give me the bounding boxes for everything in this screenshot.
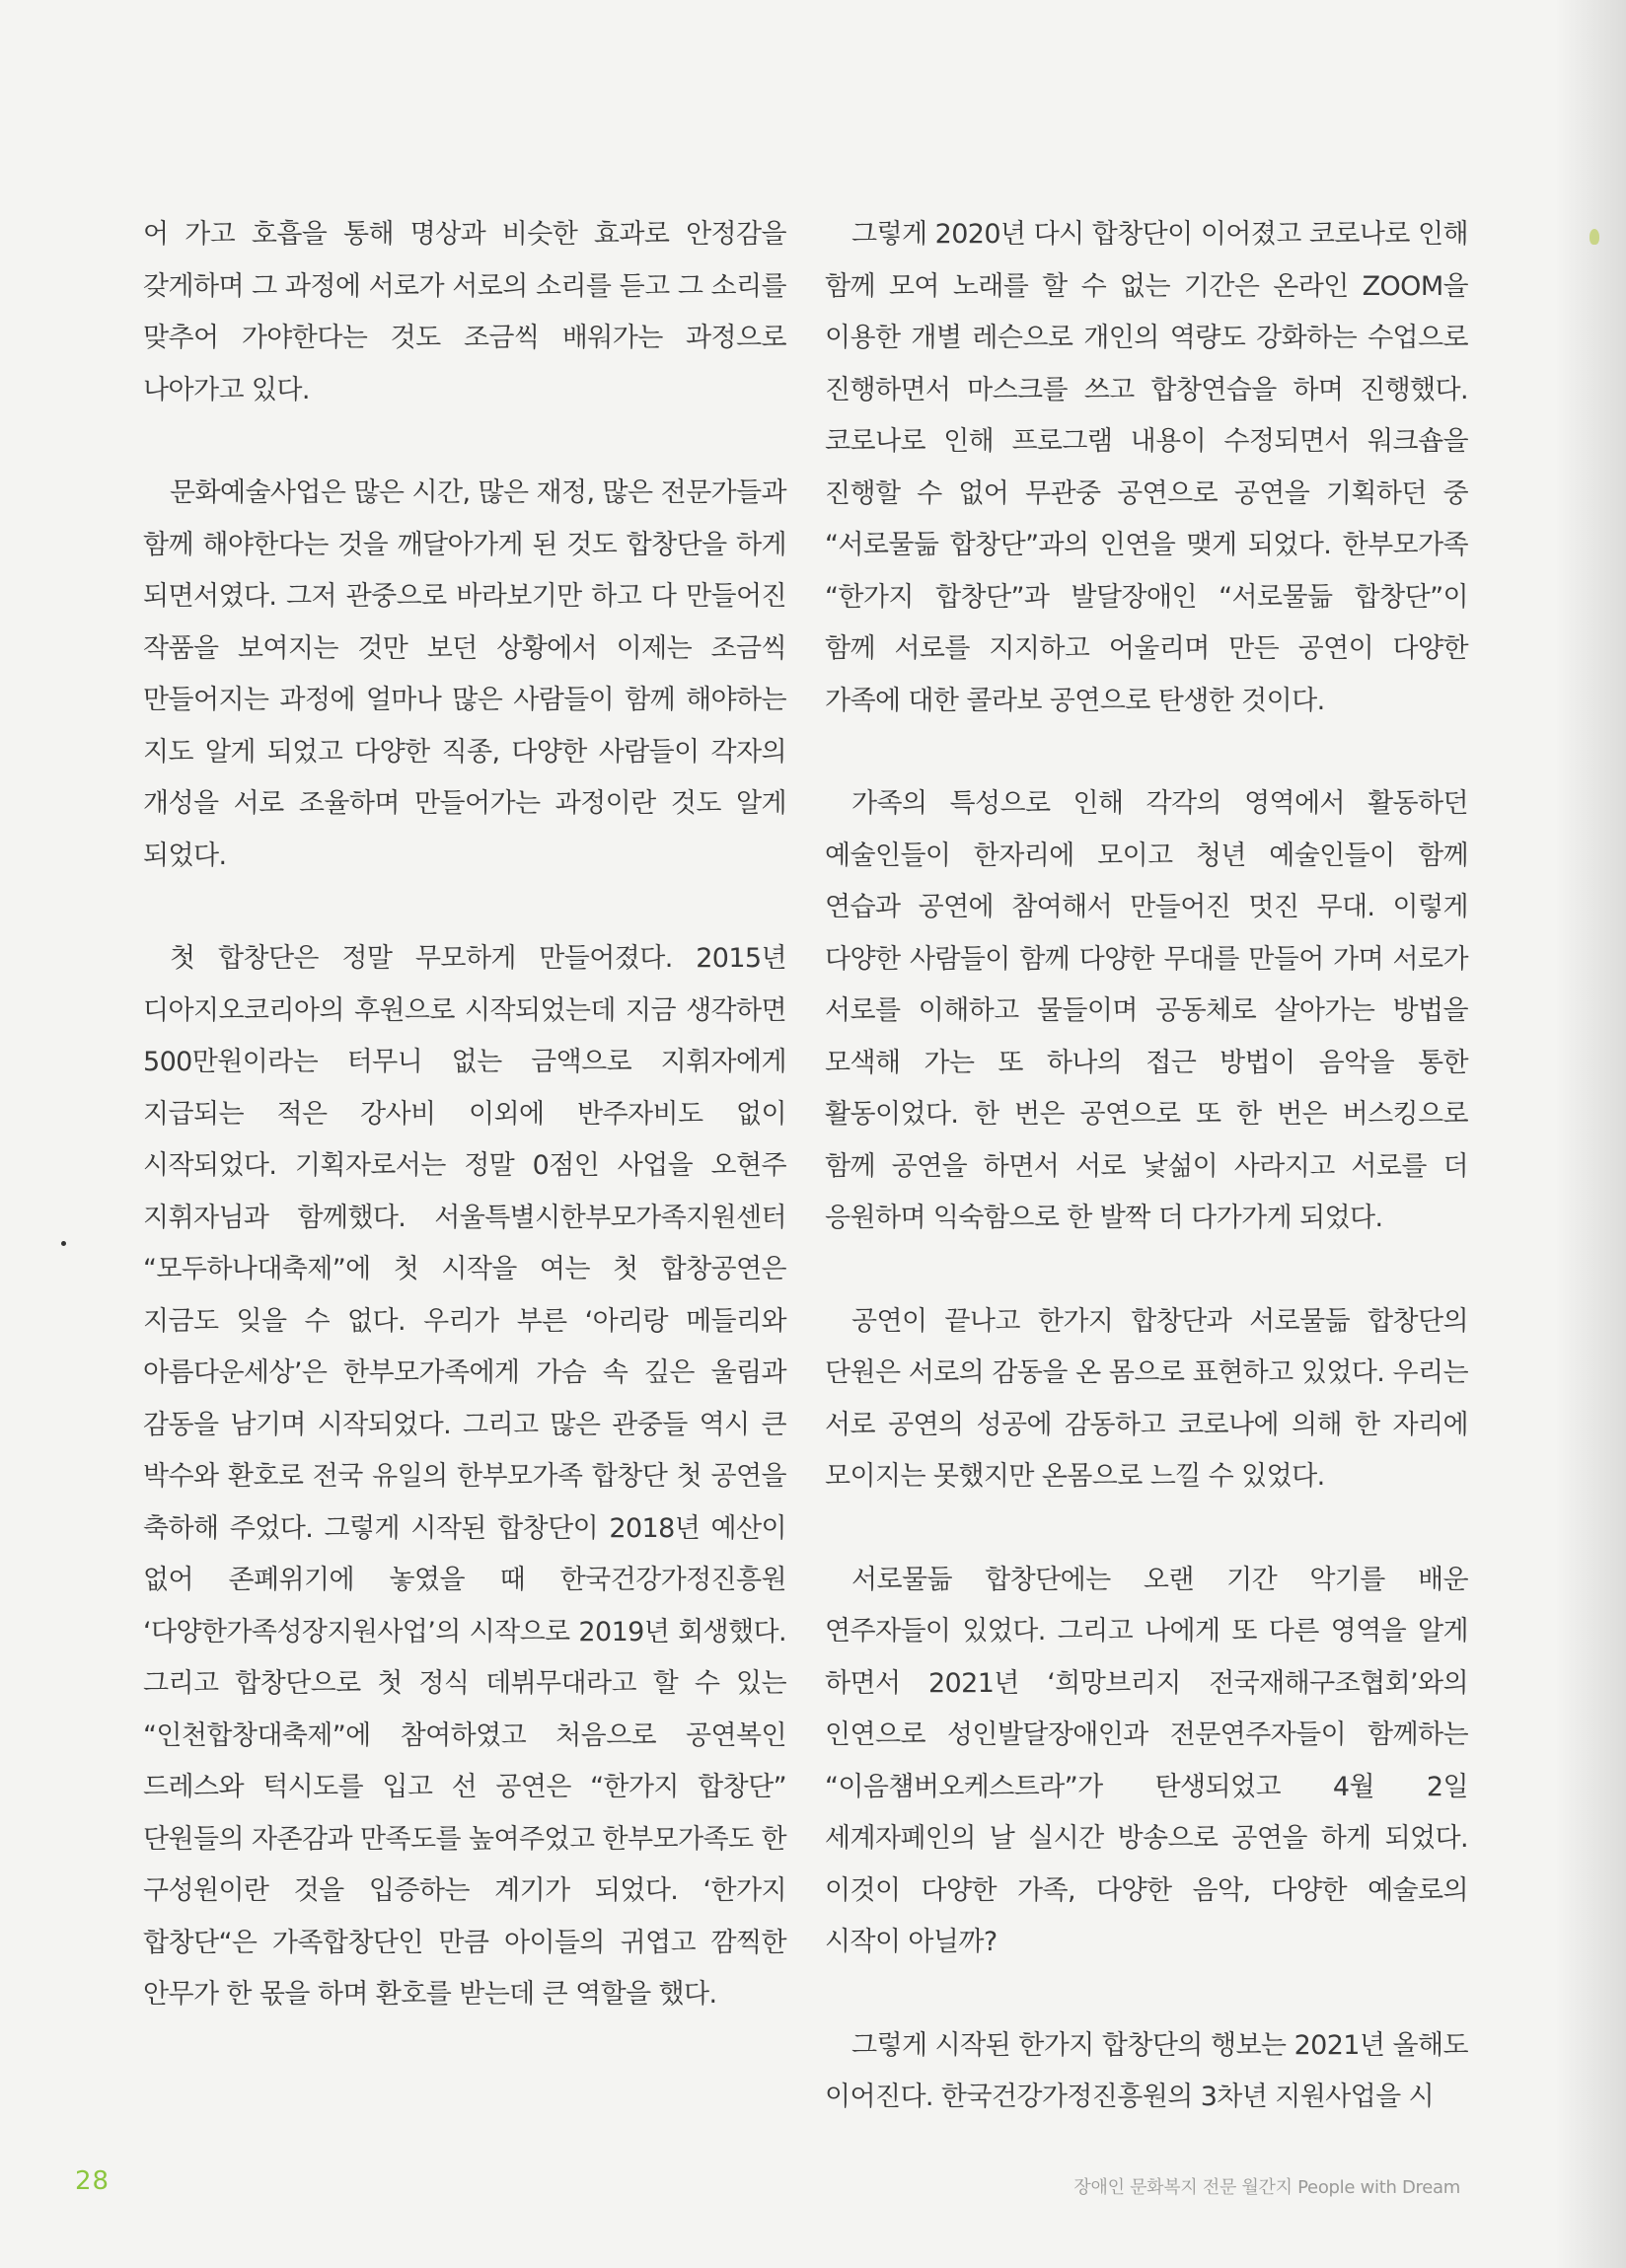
left-text-column bbox=[143, 209, 786, 2073]
page-gutter-shadow bbox=[1555, 0, 1626, 2268]
page-number: 28 bbox=[75, 2166, 111, 2196]
margin-dot-mark bbox=[61, 1241, 66, 1246]
right-text-column bbox=[825, 209, 1468, 2175]
right-paragraph-1: 그렇게 2020년 다시 합창단이 이어졌고 코로나로 인해 함께 모여 노래를 할 수 없는 기간은 온라인 ZOOM을 이용한 개별 레슨으로 개인의 역량도 강화하는 수업으로 진행하면서 마스크를 쓰고 합창연습을 하며 진행했다. 코로나로 인해 프로그램 내용이 수정되면서 워크숍을 진행할 수 없어 무관중 공연으로 공연을 기획하던 중 “서로물듦 합창단”과의 인연을 맺게 되었다. 한부모가족 “한가지 합창단”과 발달장애인 “서로물듦 합창단”이 함께 서로를 지지하고 어울리며 만든 공연이 다양한 가족에 대한 콜라보 공연으로 탄생한 것이다. bbox=[825, 219, 1468, 716]
margin-stain-mark bbox=[1589, 229, 1599, 245]
left-paragraph-1: 어 가고 호흡을 통해 명상과 비슷한 효과로 안정감을 갖게하며 그 과정에 서로가 서로의 소리를 듣고 그 소리를 맞추어 가야한다는 것도 조금씩 배워가는 과정으로 나아가고 있다. bbox=[143, 219, 786, 405]
publication-footer: 장애인 문화복지 전문 월간지 People with Dream bbox=[1073, 2177, 1460, 2198]
left-paragraph-2: 문화예술사업은 많은 시간, 많은 재정, 많은 전문가들과 함께 해야한다는 것을 깨달아가게 된 것도 합창단을 하게 되면서였다. 그저 관중으로 바라보기만 하고 다 만들어진 작품을 보여지는 것만 보던 상황에서 이제는 조금씩 만들어지는 과정에 얼마나 많은 사람들이 함께 해야하는 지도 알게 되었고 다양한 직종, 다양한 사람들이 각자의 개성을 서로 조율하며 만들어가는 과정이란 것도 알게 되었다. bbox=[143, 477, 786, 871]
right-paragraph-4: 서로물듦 합창단에는 오랜 기간 악기를 배운 연주자들이 있었다. 그리고 나에게 또 다른 영역을 알게 하면서 2021년 ‘희망브리지 전국재해구조협회’와의 인연으로 성인발달장애인과 전문연주자들이 함께하는 “이음첌버오케스트라”가 탄생되었고 4월 2일 세계자폐인의 날 실시간 방송으로 공연을 하게 되었다. 이것이 다양한 가족, 다양한 음악, 다양한 예술로의 시작이 아닐까? bbox=[825, 1564, 1468, 1957]
right-paragraph-2: 가족의 특성으로 인해 각각의 영역에서 활동하던 예술인들이 한자리에 모이고 청년 예술인들이 함께 연습과 공연에 참여해서 만들어진 멋진 무대. 이렇게 다양한 사람들이 함께 다양한 무대를 만들어 가며 서로가 서로를 이해하고 물들이며 공동체로 살아가는 방법을 모색해 가는 또 하나의 접근 방법이 음악을 통한 활동이었다. 한 번은 공연으로 또 한 번은 버스킹으로 함께 공연을 하면서 서로 낯섦이 사라지고 서로를 더 응원하며 익숙함으로 한 발짝 더 다가가게 되었다. bbox=[825, 788, 1468, 1233]
right-paragraph-5: 그렇게 시작된 한가지 합창단의 행보는 2021년 올해도 이어진다. 한국건강가정진흥원의 3차년 지원사업을 시 bbox=[825, 2029, 1468, 2112]
left-paragraph-3: 첫 합창단은 정말 무모하게 만들어졌다. 2015년 디아지오코리아의 후원으로 시작되었는데 지금 생각하면 500만원이라는 터무니 없는 금액으로 지휘자에게 지급되는 적은 강사비 이외에 반주자비도 없이 시작되었다. 기획자로서는 정말 0점인 사업을 오현주 지휘자님과 함께했다. 서울특별시한부모가족지원센터 “모두하나대축제”에 첫 시작을 여는 첫 합창공연은 지금도 잊을 수 없다. 우리가 부른 ‘아리랑 메들리와 아름다운세상’은 한부모가족에게 가슴 속 깊은 울림과 감동을 남기며 시작되었다. 그리고 많은 관중들 역시 큰 박수와 환호로 전국 유일의 한부모가족 합창단 첫 공연을 축하해 주었다. 그렇게 시작된 합창단이 2018년 예산이 없어 존폐위기에 놓였을 때 한국건강가정진흥원 ‘다양한가족성장지원사업’의 시작으로 2019년 회생했다. 그리고 합창단으로 첫 정식 데뷔무대라고 할 수 있는 “인천합창대축제”에 참여하였고 처음으로 공연복인 드레스와 턱시도를 입고 선 공연은 “한가지 합창단” 단원들의 자존감과 만족도를 높여주었고 한부모가족도 한 구성원이란 것을 입증하는 계기가 되었다. ‘한가지 합창단“은 가족합창단인 만큼 아이들의 귀엽고 깜찍한 안무가 한 몫을 하며 환호를 받는데 큰 역할을 했다. bbox=[143, 943, 786, 2010]
right-paragraph-3: 공연이 끝나고 한가지 합창단과 서로물듦 합창단의 단원은 서로의 감동을 온 몸으로 표현하고 있었다. 우리는 서로 공연의 성공에 감동하고 코로나에 의해 한 자리에 모이지는 못했지만 온몸으로 느낄 수 있었다. bbox=[825, 1305, 1468, 1492]
